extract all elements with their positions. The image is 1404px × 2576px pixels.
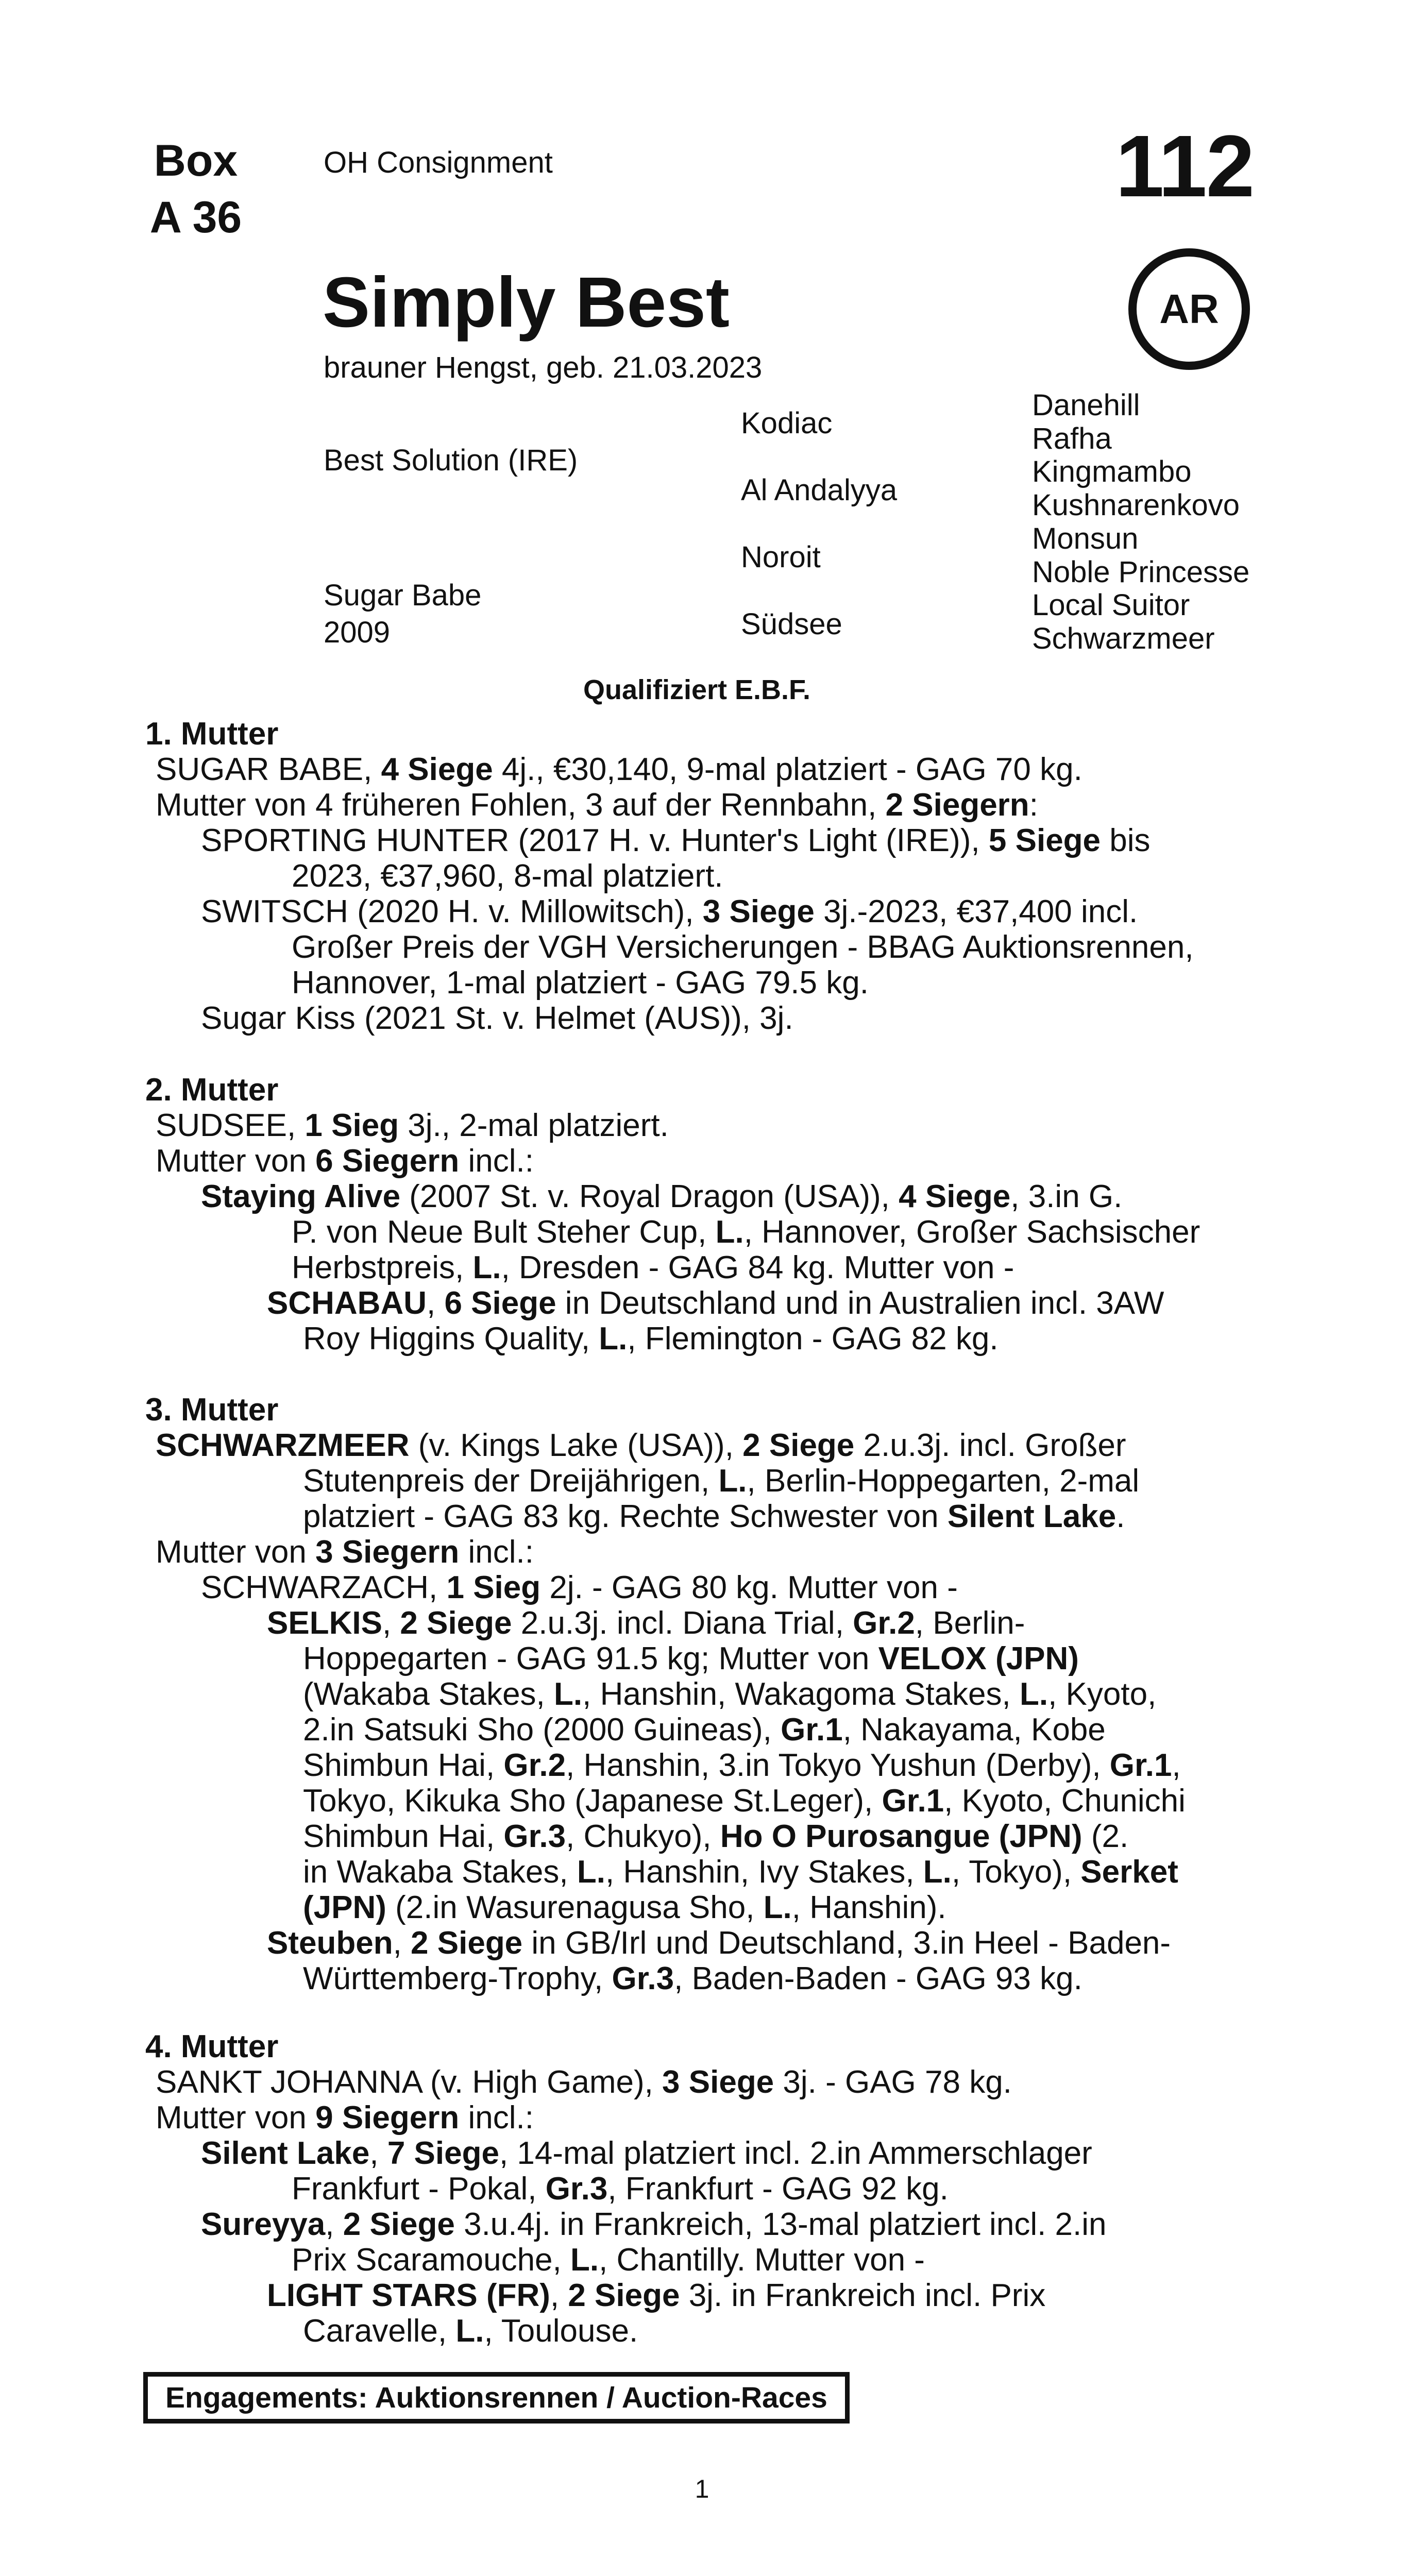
dam1-line: SWITSCH (2020 H. v. Millowitsch), 3 Siege 3j.-2023, €37,400 incl. [201,894,1138,929]
dam1-line: 2023, €37,960, 8-mal platziert. [292,858,723,894]
pedigree-gen2-4: Südsee [741,607,842,641]
dam1-line: Sugar Kiss (2021 St. v. Helmet (AUS)), 3j. [201,1001,793,1036]
dam3-line: Tokyo, Kikuka Sho (Japanese St.Leger), Gr.1, Kyoto, Chunichi [303,1783,1186,1819]
pedigree-gen3-2: Rafha [1032,421,1112,455]
pedigree-gen3-6: Noble Princesse [1032,555,1250,589]
consignor: OH Consignment [324,146,553,179]
dam2-section [145,1072,1200,1357]
pedigree-gen3-4: Kushnarenkovo [1032,488,1240,522]
ar-badge [1128,248,1250,370]
dam3-line: Shimbun Hai, Gr.2, Hanshin, 3.in Tokyo Yushun (Derby), Gr.1, [303,1748,1181,1783]
dam3-line: 2.in Satsuki Sho (2000 Guineas), Gr.1, Nakayama, Kobe [303,1712,1106,1748]
dam2-line: SUDSEE, 1 Sieg 3j., 2-mal platziert. [156,1108,669,1143]
dam3-heading: 3. Mutter [145,1392,279,1428]
badge-text: AR [1159,286,1219,332]
dam2-heading: 2. Mutter [145,1072,279,1108]
lot-number: 112 [1115,117,1254,215]
pedigree-gen2-3: Noroit [741,540,821,574]
dam3-line: Hoppegarten - GAG 91.5 kg; Mutter von VELOX (JPN) [303,1641,1079,1676]
pedigree-gen3 [1032,389,1249,656]
dam3-line: SCHWARZACH, 1 Sieg 2j. - GAG 80 kg. Mutter von - [201,1570,958,1605]
pedigree-gen2-1: Kodiac [741,406,833,440]
dam4-line: Frankfurt - Pokal, Gr.3, Frankfurt - GAG 92 kg. [292,2171,949,2207]
dam2-line: Herbstpreis, L., Dresden - GAG 84 kg. Mutter von - [292,1250,1014,1285]
dam2-line: Staying Alive (2007 St. v. Royal Dragon (USA)), 4 Siege, 3.in G. [201,1179,1123,1214]
dam1-section [145,716,1194,1036]
dam2-line: P. von Neue Bult Steher Cup, L., Hannover, Großer Sachsischer [292,1214,1200,1250]
dam3-line: Württemberg-Trophy, Gr.3, Baden-Baden - GAG 93 kg. [303,1961,1082,1996]
sire: Best Solution (IRE) [324,444,578,477]
dam4-line: Silent Lake, 7 Siege, 14-mal platziert incl. 2.in Ammerschlager [201,2136,1092,2171]
pedigree-gen3-1: Danehill [1032,388,1140,422]
pedigree-gen3-3: Kingmambo [1032,455,1192,489]
dam4-line: Mutter von 9 Siegern incl.: [156,2100,534,2136]
dam3-line: Stutenpreis der Dreijährigen, L., Berlin-Hoppegarten, 2-mal [303,1463,1140,1499]
horse-description: brauner Hengst, geb. 21.03.2023 [324,351,763,384]
dam3-line: SELKIS, 2 Siege 2.u.3j. incl. Diana Trial, Gr.2, Berlin- [267,1605,1025,1641]
pedigree-gen3-7: Local Suitor [1032,588,1190,622]
page-number: 1 [695,2475,709,2503]
dam3-section [145,1392,1186,1996]
pedigree-gen3-5: Monsun [1032,521,1139,555]
dam3-line: Shimbun Hai, Gr.3, Chukyo), Ho O Purosangue (JPN) (2. [303,1819,1129,1854]
dam1-line: SUGAR BABE, 4 Siege 4j., €30,140, 9-mal platziert - GAG 70 kg. [156,752,1082,787]
dam3-line: Mutter von 3 Siegern incl.: [156,1534,534,1570]
horse-name: Simply Best [323,263,730,342]
box-label: Box [154,136,238,185]
dam1-line: Großer Preis der VGH Versicherungen - BBAG Auktionsrennen, [292,929,1194,965]
qualification: Qualifiziert E.B.F. [583,674,811,705]
dam3-line: Steuben, 2 Siege in GB/Irl und Deutschland, 3.in Heel - Baden- [267,1925,1171,1961]
box-number: A 36 [149,193,242,242]
dam4-section [145,2029,1107,2349]
dam3-line: platziert - GAG 83 kg. Rechte Schwester von Silent Lake. [303,1499,1125,1534]
dam3-line: (Wakaba Stakes, L., Hanshin, Wakagoma Stakes, L., Kyoto, [303,1676,1157,1712]
dam1-line: Mutter von 4 früheren Fohlen, 3 auf der Rennbahn, 2 Siegern: [156,787,1038,823]
dam4-line: SANKT JOHANNA (v. High Game), 3 Siege 3j. - GAG 78 kg. [156,2064,1012,2100]
pedigree-gen2-2: Al Andalyya [741,473,898,507]
pedigree-gen3-8: Schwarzmeer [1032,621,1215,655]
dam4-line: Sureyya, 2 Siege 3.u.4j. in Frankreich, 13-mal platziert incl. 2.in [201,2207,1107,2242]
dam4-line: LIGHT STARS (FR), 2 Siege 3j. in Frankreich incl. Prix [267,2278,1046,2313]
dam2-line: Roy Higgins Quality, L., Flemington - GAG 82 kg. [303,1321,999,1357]
dam3-line: SCHWARZMEER (v. Kings Lake (USA)), 2 Siege 2.u.3j. incl. Großer [156,1428,1126,1463]
dam3-line: in Wakaba Stakes, L., Hanshin, Ivy Stakes, L., Tokyo), Serket [303,1854,1178,1890]
dam1-line: SPORTING HUNTER (2017 H. v. Hunter's Light (IRE)), 5 Siege bis [201,823,1151,858]
dam4-line: Prix Scaramouche, L., Chantilly. Mutter von - [292,2242,925,2278]
dam1-heading: 1. Mutter [145,716,279,752]
dam2-line: SCHABAU, 6 Siege in Deutschland und in Australien incl. 3AW [267,1285,1164,1321]
dam-year: 2009 [324,616,391,649]
engagements-box: Engagements: Auktionsrennen / Auction-Races [143,2372,850,2424]
dam1-line: Hannover, 1-mal platziert - GAG 79.5 kg. [292,965,869,1001]
dam4-line: Caravelle, L., Toulouse. [303,2313,638,2349]
dam4-heading: 4. Mutter [145,2029,279,2064]
dam: Sugar Babe [324,579,482,612]
dam3-line: (JPN) (2.in Wasurenagusa Sho, L., Hanshin). [303,1890,946,1925]
dam2-line: Mutter von 6 Siegern incl.: [156,1143,534,1179]
